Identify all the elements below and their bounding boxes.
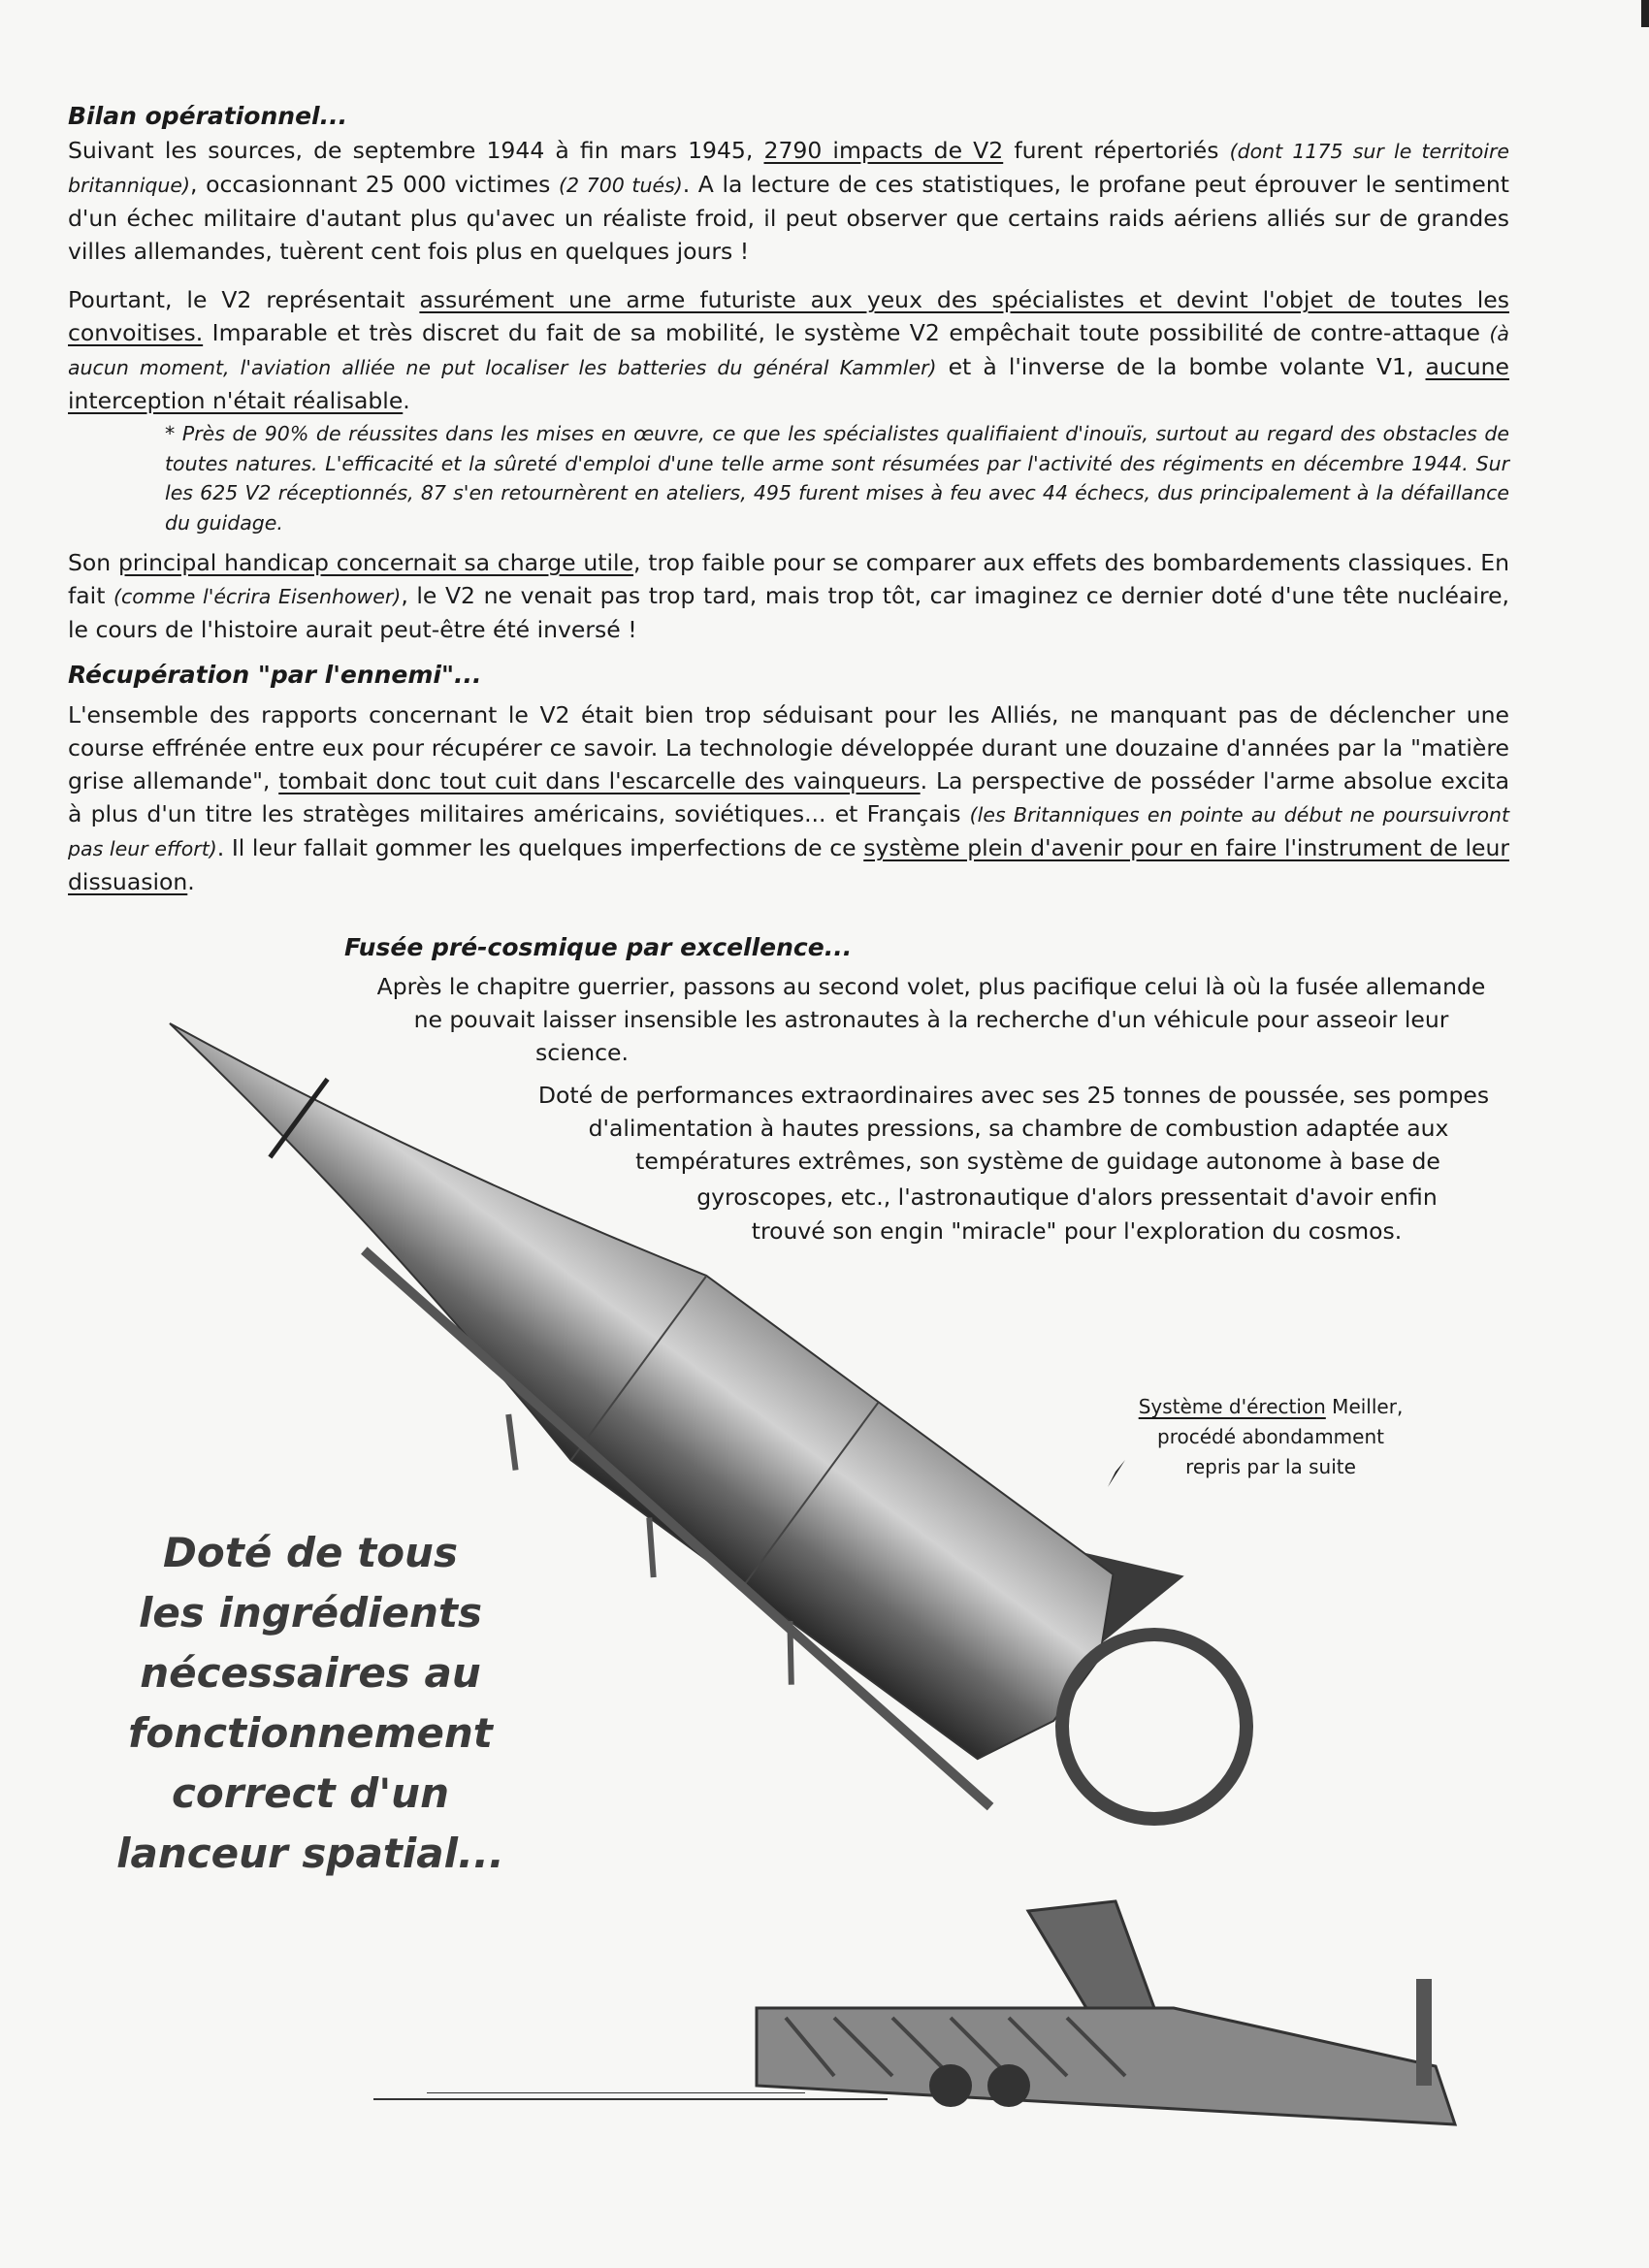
- caption-line-1: Système d'érection Meiller,: [1138, 1395, 1404, 1418]
- bottom-rule: [427, 2092, 805, 2093]
- fusee-paragraph-2-line-2: d'alimentation à hautes pressions, sa chambre de combustion adaptée aux: [588, 1115, 1449, 1142]
- fusee-paragraph-1-line-1: Après le chapitre guerrier, passons au second volet, plus pacifique celui là où la fusée allemande: [376, 973, 1486, 1000]
- caption-line-3: repris par la suite: [1185, 1455, 1356, 1478]
- paragraph-recuperation: L'ensemble des rapports concernant le V2 était bien trop séduisant pour les Alliés, ne manquant pas de déclencher une course effrénée entre eux pour récupérer ce savoir. La technologie développée durant une douzaine d'années par la "matière grise allemande", tombait donc tout cuit dans l'escarcelle des vainqueurs. La perspective de posséder l'arme absolue excita à plus d'un titre les stratèges militaires américains, soviétiques... et Français (les Britanniques en pointe au début ne poursuivront pas leur effort). Il leur fallait gommer les quelques imperfections de ce système plein d'avenir pour en faire l'instrument de leur dissuasion.: [68, 701, 1510, 895]
- paragraph-bilan-1: Suivant les sources, de septembre 1944 à fin mars 1945, 2790 impacts de V2 furent répertoriés (dont 1175 sur le territoire britannique), occasionnant 25 000 victimes (2 700 tués). A la lecture de ces statistiques, le profane peut éprouver le sentiment d'un échec militaire d'autant plus qu'avec un réaliste froid, il peut observer que certains raids aériens alliés sur de grandes villes allemandes, tuèrent cent fois plus en quelques jours !: [68, 137, 1510, 265]
- caption-line-2: procédé abondamment: [1157, 1425, 1384, 1448]
- section-heading-recuperation: Récupération "par l'ennemi"...: [68, 661, 482, 689]
- meiller-trailer: [757, 1901, 1455, 2124]
- slogan-line: nécessaires au: [140, 1649, 481, 1697]
- fusee-paragraph-2-line-4: gyroscopes, etc., l'astronautique d'alors pressentait d'avoir enfin: [696, 1183, 1438, 1211]
- erector-caption: [1116, 1392, 1426, 1482]
- slogan-line: fonctionnement: [128, 1709, 493, 1757]
- paragraph-bilan-3: Son principal handicap concernait sa charge utile, trop faible pour se comparer aux effets des bombardements classiques. En fait (comme l'écrira Eisenhower), le V2 ne venait pas trop tard, mais trop tôt, car imaginez ce dernier doté d'une tête nucléaire, le cours de l'histoire aurait peut-être été inversé !: [68, 549, 1510, 643]
- scan-edge-mark: [1641, 0, 1649, 27]
- footnote-reliability: * Près de 90% de réussites dans les mises en œuvre, ce que les spécialistes qualifiaient d'inouïs, surtout au regard des obstacles de toutes natures. L'efficacité et la sûreté d'emploi d'une telle arme sont résumées par l'activité des régiments en décembre 1944. Sur les 625 V2 réceptionnés, 87 s'en retournèrent en ateliers, 495 furent mises à feu avec 44 échecs, dus principalement à la défaillance du guidage.: [165, 422, 1509, 535]
- fusee-paragraph-1-line-3: science.: [535, 1039, 629, 1066]
- slogan-line: Doté de tous: [163, 1529, 458, 1576]
- bottom-rule: [373, 2098, 888, 2100]
- fusee-paragraph-2-line-3: températures extrêmes, son système de guidage autonome à base de: [635, 1148, 1440, 1175]
- slogan-line: les ingrédients: [139, 1589, 482, 1636]
- section-heading-fusee: Fusée pré-cosmique par excellence...: [344, 933, 853, 961]
- section-heading-bilan: Bilan opérationnel...: [68, 102, 348, 130]
- fusee-paragraph-2-line-5: trouvé son engin "miracle" pour l'exploration du cosmos.: [751, 1217, 1403, 1245]
- pointer-arrow-icon: [1104, 1458, 1129, 1491]
- paragraph-bilan-2: Pourtant, le V2 représentait assurément une arme futuriste aux yeux des spécialistes et devint l'objet de toutes les convoitises. Imparable et très discret du fait de sa mobilité, le système V2 empêchait toute possibilité de contre-attaque (à aucun moment, l'aviation alliée ne put localiser les batteries du général Kammler) et à l'inverse de la bombe volante V1, aucune interception n'était réalisable.: [68, 286, 1509, 414]
- slogan-line: lanceur spatial...: [116, 1830, 504, 1877]
- slogan-line: correct d'un: [172, 1769, 449, 1817]
- launch-table-ring: [1062, 1635, 1246, 1819]
- slogan-block: [87, 1523, 534, 1884]
- fusee-paragraph-1-line-2: ne pouvait laisser insensible les astronautes à la recherche d'un véhicule pour asseoir leur: [413, 1006, 1449, 1033]
- fusee-paragraph-2-line-1: Doté de performances extraordinaires avec ses 25 tonnes de poussée, ses pompes: [537, 1082, 1490, 1109]
